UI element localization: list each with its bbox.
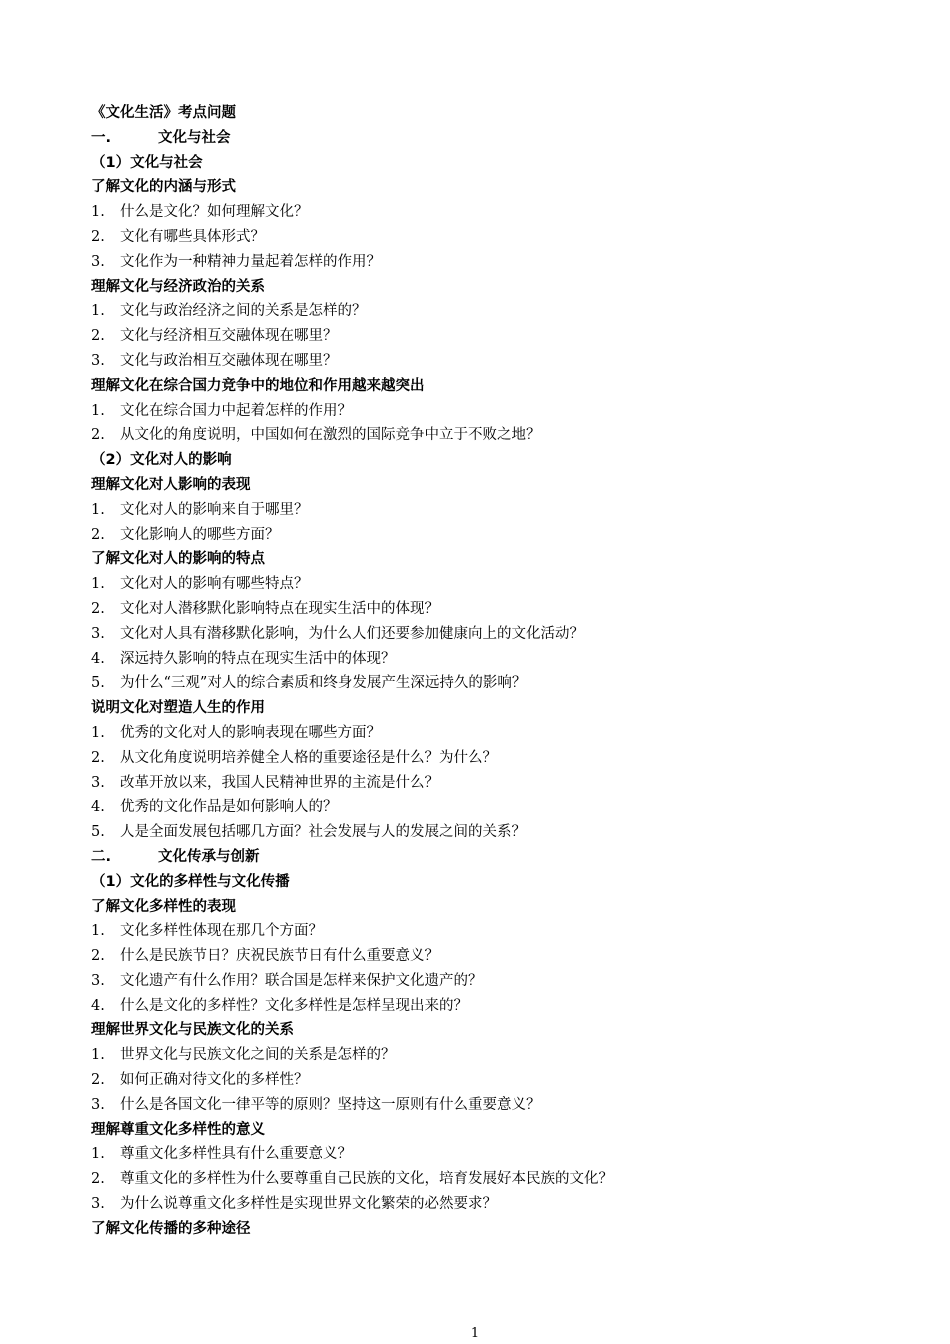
item-text: 尊重文化多样性具有什么重要意义？	[120, 1146, 352, 1163]
item-text: 什么是各国文化一律平等的原则？坚持这一原则有什么重要意义？	[120, 1096, 541, 1113]
item-number: 1.	[91, 576, 105, 593]
subsection-heading: （1）文化与社会	[91, 154, 203, 171]
item-number: 1.	[91, 923, 105, 940]
item-number: 3.	[91, 1096, 105, 1113]
item-number: 3.	[91, 774, 105, 791]
question-item	[91, 647, 871, 672]
question-item	[91, 1192, 871, 1217]
topic-heading: 说明文化对塑造人生的作用	[91, 700, 265, 717]
item-number: 4.	[91, 650, 105, 667]
item-number: 1.	[91, 724, 105, 741]
topic-heading: 理解文化在综合国力竞争中的地位和作用越来越突出	[91, 377, 425, 394]
question-item	[91, 795, 871, 820]
item-number: 2.	[91, 600, 105, 617]
item-number: 2.	[91, 1171, 105, 1188]
item-number: 1.	[91, 303, 105, 320]
question-item	[91, 349, 871, 374]
item-text: 世界文化与民族文化之间的关系是怎样的？	[120, 1047, 396, 1064]
item-text: 从文化的角度说明，中国如何在激烈的国际竞争中立于不败之地？	[120, 427, 541, 444]
question-item	[91, 423, 871, 448]
item-number: 1.	[91, 204, 105, 221]
question-item	[91, 994, 871, 1019]
item-text: 文化与政治经济之间的关系是怎样的？	[120, 303, 367, 320]
item-text: 人是全面发展包括哪几方面？社会发展与人的发展之间的关系？	[120, 824, 526, 841]
item-text: 文化对人潜移默化影响特点在现实生活中的体现？	[120, 600, 439, 617]
item-text: 优秀的文化作品是如何影响人的？	[120, 799, 338, 816]
item-text: 文化对人的影响有哪些特点？	[120, 576, 309, 593]
question-item	[91, 820, 871, 845]
item-number: 2.	[91, 328, 105, 345]
item-number: 3.	[91, 253, 105, 270]
item-text: 什么是文化？如何理解文化？	[120, 204, 309, 221]
item-text: 改革开放以来，我国人民精神世界的主流是什么？	[120, 774, 439, 791]
item-number: 2.	[91, 1072, 105, 1089]
question-item	[91, 622, 871, 647]
item-text: 文化有哪些具体形式？	[120, 228, 265, 245]
question-item	[91, 299, 871, 324]
topic-heading: 理解世界文化与民族文化的关系	[91, 1022, 294, 1039]
item-text: 如何正确对待文化的多样性？	[120, 1072, 309, 1089]
section-heading	[91, 845, 871, 870]
item-number: 3.	[91, 1196, 105, 1213]
item-number: 3.	[91, 972, 105, 989]
item-text: 深远持久影响的特点在现实生活中的体现？	[120, 650, 396, 667]
item-text: 文化影响人的哪些方面？	[120, 526, 280, 543]
question-item	[91, 1167, 871, 1192]
topic-heading: 了解文化对人的影响的特点	[91, 551, 265, 568]
question-item	[91, 1043, 871, 1068]
question-item	[91, 671, 871, 696]
subsection-heading: （2）文化对人的影响	[91, 452, 232, 469]
question-item	[91, 399, 871, 424]
item-number: 3.	[91, 625, 105, 642]
item-number: 2.	[91, 948, 105, 965]
question-item	[91, 1142, 871, 1167]
question-item	[91, 572, 871, 597]
item-text: 文化与经济相互交融体现在哪里？	[120, 328, 338, 345]
item-text: 从文化角度说明培养健全人格的重要途径是什么？为什么？	[120, 749, 497, 766]
item-text: 尊重文化的多样性为什么要尊重自己民族的文化，培育发展好本民族的文化？	[120, 1171, 613, 1188]
subsection-heading: （1）文化的多样性与文化传播	[91, 873, 290, 890]
question-item	[91, 324, 871, 349]
item-number: 3.	[91, 352, 105, 369]
item-number: 5.	[91, 824, 105, 841]
topic-heading: 理解尊重文化多样性的意义	[91, 1121, 265, 1138]
item-text: 为什么说尊重文化多样性是实现世界文化繁荣的必然要求？	[120, 1196, 497, 1213]
question-item	[91, 771, 871, 796]
section-number: 一.	[91, 129, 112, 146]
question-item	[91, 1068, 871, 1093]
question-item	[91, 498, 871, 523]
question-item	[91, 225, 871, 250]
item-text: 文化对人具有潜移默化影响，为什么人们还要参加健康向上的文化活动？	[120, 625, 584, 642]
item-number: 1.	[91, 1146, 105, 1163]
question-item	[91, 200, 871, 225]
topic-heading: 了解文化多样性的表现	[91, 898, 236, 915]
topic-heading: 了解文化的内涵与形式	[91, 179, 236, 196]
question-item	[91, 944, 871, 969]
question-item	[91, 721, 871, 746]
item-text: 文化作为一种精神力量起着怎样的作用？	[120, 253, 381, 270]
section-title: 文化与社会	[158, 129, 231, 146]
item-text: 文化在综合国力中起着怎样的作用？	[120, 402, 352, 419]
question-item	[91, 250, 871, 275]
item-text: 文化与政治相互交融体现在哪里？	[120, 352, 338, 369]
item-text: 什么是民族节日？庆祝民族节日有什么重要意义？	[120, 948, 439, 965]
item-number: 2.	[91, 427, 105, 444]
question-item	[91, 597, 871, 622]
item-number: 1.	[91, 402, 105, 419]
question-item	[91, 1093, 871, 1118]
document-title: 《文化生活》考点问题	[91, 105, 236, 121]
item-number: 5.	[91, 675, 105, 692]
topic-heading: 理解文化对人影响的表现	[91, 476, 251, 493]
question-item	[91, 919, 871, 944]
topic-heading: 了解文化传播的多种途径	[91, 1220, 251, 1237]
question-item	[91, 969, 871, 994]
question-item	[91, 523, 871, 548]
item-number: 1.	[91, 501, 105, 518]
section-heading	[91, 126, 871, 151]
item-number: 4.	[91, 799, 105, 816]
section-number: 二.	[91, 848, 112, 865]
topic-heading: 理解文化与经济政治的关系	[91, 278, 265, 295]
item-number: 1.	[91, 1047, 105, 1064]
item-number: 2.	[91, 526, 105, 543]
item-number: 2.	[91, 228, 105, 245]
item-text: 什么是文化的多样性？文化多样性是怎样呈现出来的？	[120, 997, 468, 1014]
item-text: 优秀的文化对人的影响表现在哪些方面？	[120, 724, 381, 741]
item-text: 文化遗产有什么作用？联合国是怎样来保护文化遗产的？	[120, 972, 483, 989]
item-text: 为什么“三观”对人的综合素质和终身发展产生深远持久的影响？	[120, 675, 527, 692]
question-item	[91, 746, 871, 771]
document-body	[91, 101, 871, 1242]
item-number: 2.	[91, 749, 105, 766]
section-title: 文化传承与创新	[158, 848, 260, 865]
page-number: 1	[470, 1326, 480, 1341]
item-number: 4.	[91, 997, 105, 1014]
item-text: 文化对人的影响来自于哪里？	[120, 501, 309, 518]
item-text: 文化多样性体现在那几个方面？	[120, 923, 323, 940]
